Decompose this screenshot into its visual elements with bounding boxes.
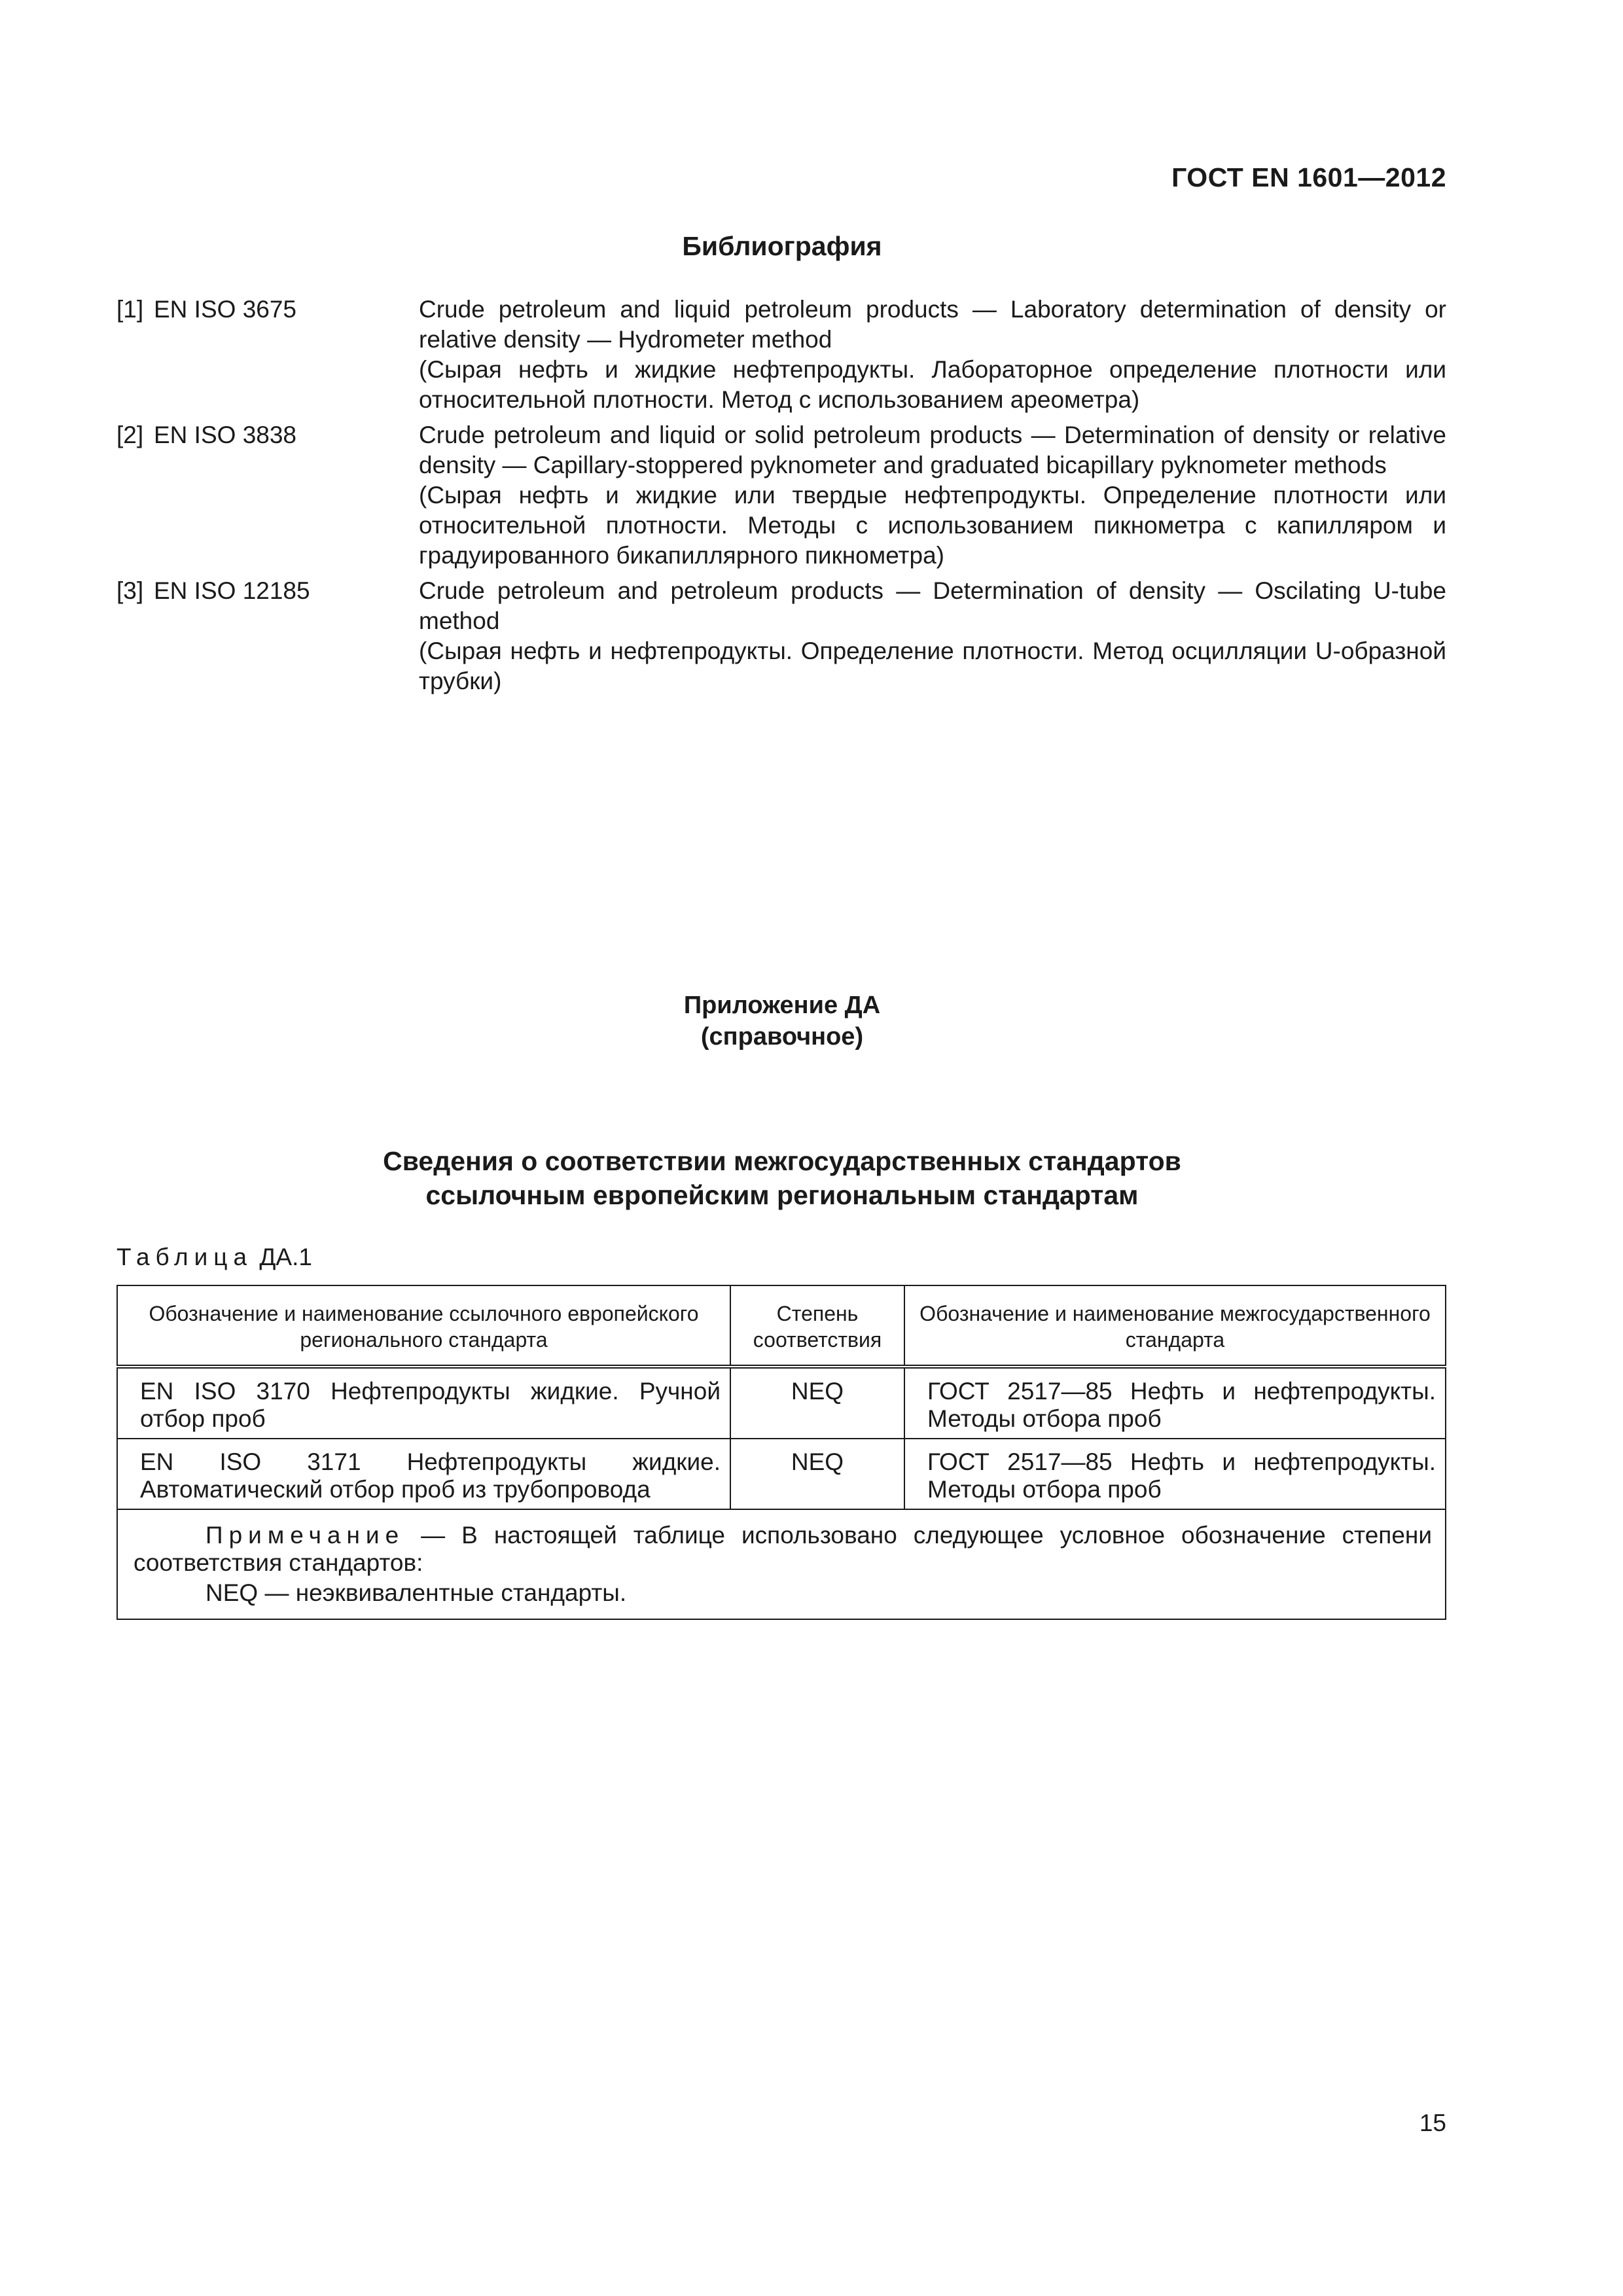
table-row <box>117 1439 1446 1509</box>
bibliography-entry-title-ru: (Сырая нефть и жидкие или твердые нефтепродукты. Определение плотности или относительной плотности. Методы с использованием пикнометра с капилляром и градуированного бикапиллярного пикнометра) <box>419 482 1446 569</box>
cell-european-standard: EN ISO 3171 Нефтепродукты жидкие. Автоматический отбор проб из трубопровода <box>117 1439 730 1509</box>
table-caption-number: ДА.1 <box>259 1244 312 1270</box>
note-paragraph <box>134 1522 1432 1577</box>
cell-degree: NEQ <box>730 1439 904 1509</box>
note-neq-definition: NEQ — неэквивалентные стандарты. <box>205 1579 627 1606</box>
bibliography-entry-code: EN ISO 3675 <box>154 296 297 323</box>
bibliography-entry-title-ru: (Сырая нефть и нефтепродукты. Определение плотности. Метод осцилляции U-образной трубки) <box>419 637 1446 694</box>
section-heading-line-2: ссылочным европейским региональным стандартам <box>425 1180 1139 1210</box>
cell-european-standard: EN ISO 3170 Нефтепродукты жидкие. Ручной отбор проб <box>117 1367 730 1439</box>
page-number: 15 <box>1419 2109 1446 2136</box>
bibliography-entry-code: EN ISO 12185 <box>154 577 310 604</box>
correspondence-table <box>116 1285 1446 1620</box>
header-interstate-standard: Обозначение и наименование межгосударственного стандарта <box>904 1285 1446 1367</box>
bibliography-entry-number: [2] <box>116 422 144 448</box>
bibliography-title: Библиография <box>682 231 882 261</box>
bibliography-entry-number: [1] <box>116 296 144 323</box>
cell-interstate-standard: ГОСТ 2517—85 Нефть и нефтепродукты. Методы отбора проб <box>904 1439 1446 1509</box>
annex-subtitle: (справочное) <box>700 1023 864 1050</box>
bibliography-entry-title-en: Crude petroleum and petroleum products — Determination of density — Oscilating U-tube method <box>419 577 1446 634</box>
annex-title: Приложение ДА <box>683 992 881 1019</box>
bibliography-entry <box>116 576 1446 696</box>
bibliography-list <box>116 295 1446 702</box>
bibliography-entry-title-en: Crude petroleum and liquid or solid petroleum products — Determination of density or relative density — Capillary-stoppered pyknometer and graduated bicapillary pyknometer methods <box>419 422 1446 478</box>
bibliography-entry-title-en: Crude petroleum and liquid petroleum products — Laboratory determination of density or relative density — Hydrometer method <box>419 296 1446 353</box>
bibliography-entry-title-ru: (Сырая нефть и жидкие нефтепродукты. Лабораторное определение плотности или относительной плотности. Метод с использованием ареометра) <box>419 356 1446 413</box>
bibliography-entry <box>116 295 1446 415</box>
note-label: Примечание <box>205 1522 405 1549</box>
bibliography-entry-code: EN ISO 3838 <box>154 422 297 448</box>
table-row <box>117 1367 1446 1439</box>
note-text: — В настоящей таблице использовано следующее условное обозначение степени соответствия стандартов: <box>134 1522 1432 1576</box>
bibliography-entry-text <box>419 420 1446 571</box>
header-european-standard: Обозначение и наименование ссылочного европейского регионального стандарта <box>117 1285 730 1367</box>
document-code: ГОСТ EN 1601—2012 <box>1171 162 1446 192</box>
header-degree: Степень соответствия <box>730 1285 904 1367</box>
table-header-row <box>117 1285 1446 1367</box>
table-note <box>117 1509 1446 1619</box>
table-caption-label: Таблица <box>116 1244 253 1270</box>
bibliography-entry-number: [3] <box>116 577 144 604</box>
bibliography-entry-text <box>419 295 1446 415</box>
bibliography-entry-text <box>419 576 1446 696</box>
section-heading <box>0 1144 1564 1212</box>
table-note-row <box>117 1509 1446 1619</box>
bibliography-entry <box>116 420 1446 571</box>
table-caption <box>116 1244 312 1271</box>
section-heading-line-1: Сведения о соответствии межгосударственных стандартов <box>383 1146 1181 1176</box>
cell-degree: NEQ <box>730 1367 904 1439</box>
cell-interstate-standard: ГОСТ 2517—85 Нефть и нефтепродукты. Методы отбора проб <box>904 1367 1446 1439</box>
annex-heading <box>0 990 1564 1052</box>
